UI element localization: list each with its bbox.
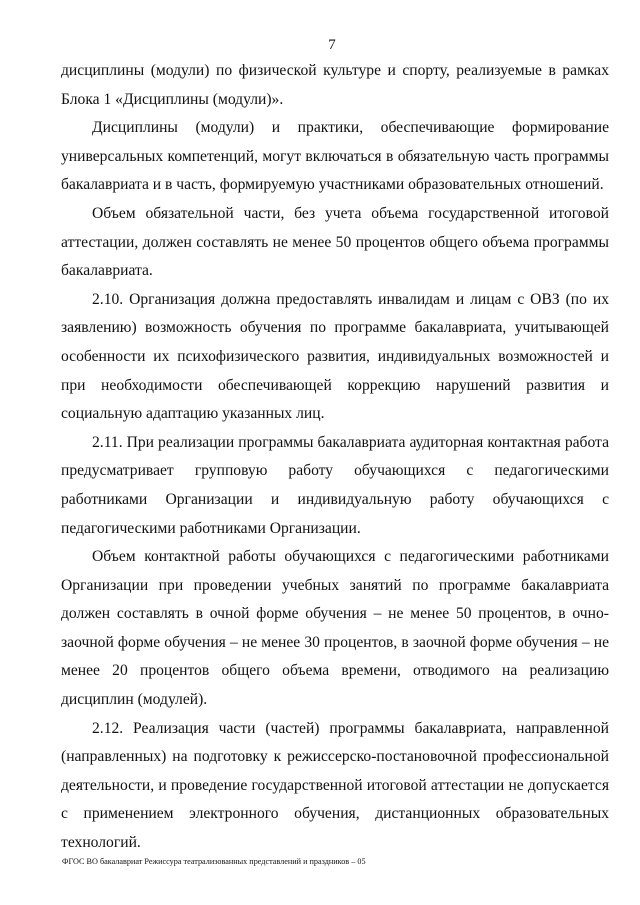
- paragraph-mandatory-part: Объем обязательной части, без учета объема государственной итоговой аттестации, должен составлять не менее 50 процентов общего объема программы бакалавриата.: [61, 204, 609, 280]
- document-footer: ФГОС ВО бакалавриат Режиссура театрализованных представлений и праздников – 05: [62, 857, 366, 866]
- paragraph-2-11: 2.11. При реализации программы бакалавриата аудиторная контактная работа предусматривает групповую работу обучающихся с педагогическими работниками Организации и индивидуальную работу обучающихся с педагогическими работниками Организации.: [61, 433, 609, 537]
- page-number: 7: [328, 37, 336, 53]
- paragraph-continuation: дисциплины (модули) по физической культуре и спорту, реализуемые в рамках Блока 1 «Дисциплины (модули)».: [61, 62, 609, 108]
- paragraph-2-12: 2.12. Реализация части (частей) программы бакалавриата, направленной (направленных) на подготовку к режиссерско-постановочной профессиональной деятельности, и проведение государственной итоговой аттестации не допускается с применением электронного обучения, дистанционных образовательных технологий.: [61, 719, 609, 852]
- paragraph-2-10: 2.10. Организация должна предоставлять инвалидам и лицам с ОВЗ (по их заявлению) возможность обучения по программе бакалавриата, учитывающей особенности их психофизического развития, индивидуальных возможностей и при необходимости обеспечивающей коррекцию нарушений развития и социальную адаптацию указанных лиц.: [61, 290, 609, 423]
- paragraph-disciplines: Дисциплины (модули) и практики, обеспечивающие формирование универсальных компетенций, могут включаться в обязательную часть программы бакалавриата и в часть, формируемую участниками образовательных отношений.: [61, 119, 609, 194]
- document-body: [61, 57, 609, 858]
- paragraph-contact-work: Объем контактной работы обучающихся с педагогическими работниками Организации при проведении учебных занятий по программе бакалавриата должен составлять в очной форме обучения – не менее 50 процентов, в очно-заочной форме обучения – не менее 30 процентов, в заочной форме обучения – не менее 20 процентов общего объема времени, отводимого на реализацию дисциплин (модулей).: [61, 548, 609, 709]
